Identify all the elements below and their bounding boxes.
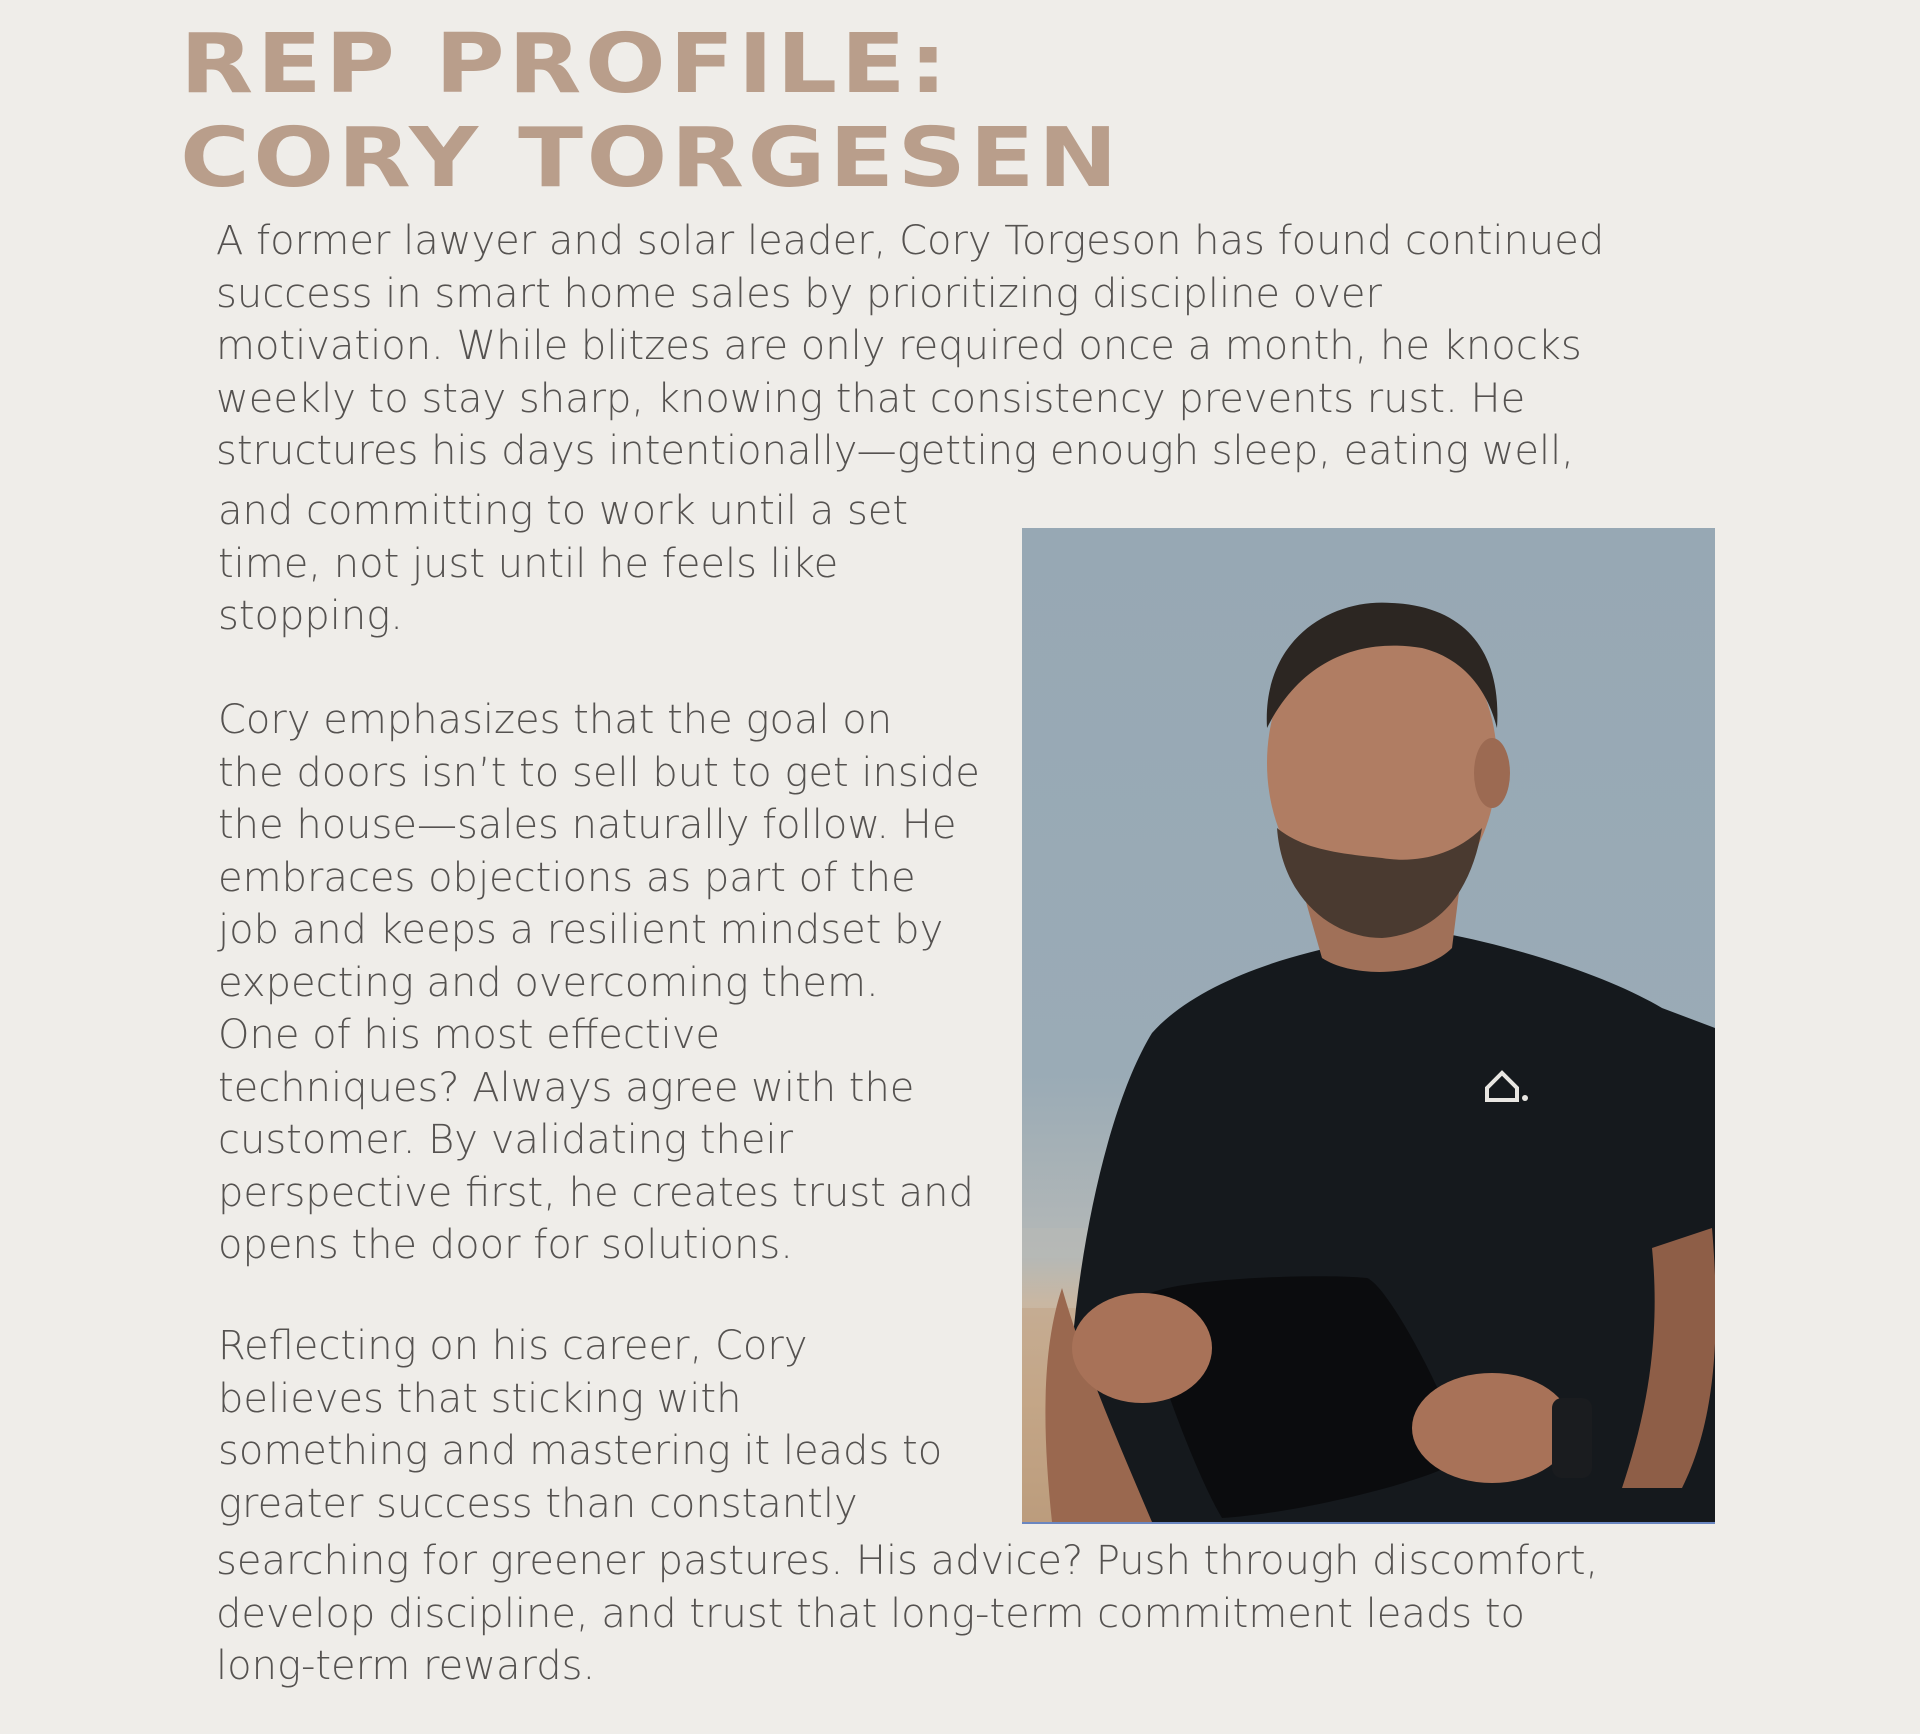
paragraph-2 [218, 694, 980, 1272]
text-line: perspective first, he creates trust and [218, 1169, 974, 1216]
text-line: success in smart home sales by prioritizing discipline over [216, 270, 1382, 317]
text-line: embraces objections as part of the [218, 854, 916, 901]
text-line: time, not just until he feels like [218, 540, 839, 587]
title-line-2: CORY TORGESEN [180, 111, 1122, 206]
text-line: Cory emphasizes that the goal on [218, 697, 893, 743]
text-line: customer. By validating their [218, 1117, 794, 1163]
page-title [180, 18, 1121, 206]
text-line: long-term rewards. [216, 1643, 596, 1689]
text-line: believes that sticking with [218, 1375, 742, 1422]
text-line: motivation. While blitzes are only required once a month, he knocks [216, 323, 1582, 369]
text-line: develop discipline, and trust that long-term commitment leads to [216, 1590, 1526, 1637]
text-line: A former lawyer and solar leader, Cory Torgeson has found continued [216, 218, 1605, 264]
profile-photo [1022, 528, 1715, 1524]
text-line: Reflecting on his career, Cory [218, 1323, 808, 1369]
text-line: weekly to stay sharp, knowing that consistency prevents rust. He [216, 375, 1526, 422]
profile-photo-illustration [1022, 528, 1715, 1522]
text-line: One of his most effective [218, 1012, 720, 1058]
text-line: job and keeps a resilient mindset by [218, 907, 944, 953]
paragraph-3 [218, 1320, 942, 1530]
text-line: and committing to work until a set [218, 488, 909, 534]
text-line: opens the door for solutions. [218, 1222, 793, 1268]
text-line: greater success than constantly [218, 1480, 858, 1527]
text-line: the house—sales naturally follow. He [218, 802, 957, 848]
outro-paragraph [216, 1535, 1598, 1693]
paragraph-1-continued [218, 485, 908, 643]
text-line: stopping. [218, 593, 403, 639]
text-line: searching for greener pastures. His advice? Push through discomfort, [216, 1538, 1599, 1584]
title-line-1: REP PROFILE: [180, 17, 951, 112]
text-line: expecting and overcoming them. [218, 959, 879, 1006]
text-line: structures his days intentionally—getting enough sleep, eating well, [216, 428, 1574, 474]
text-line: something and mastering it leads to [218, 1428, 943, 1474]
text-line: the doors isn’t to sell but to get inside [218, 749, 980, 796]
text-line: techniques? Always agree with the [218, 1064, 915, 1111]
intro-paragraph [216, 215, 1604, 478]
